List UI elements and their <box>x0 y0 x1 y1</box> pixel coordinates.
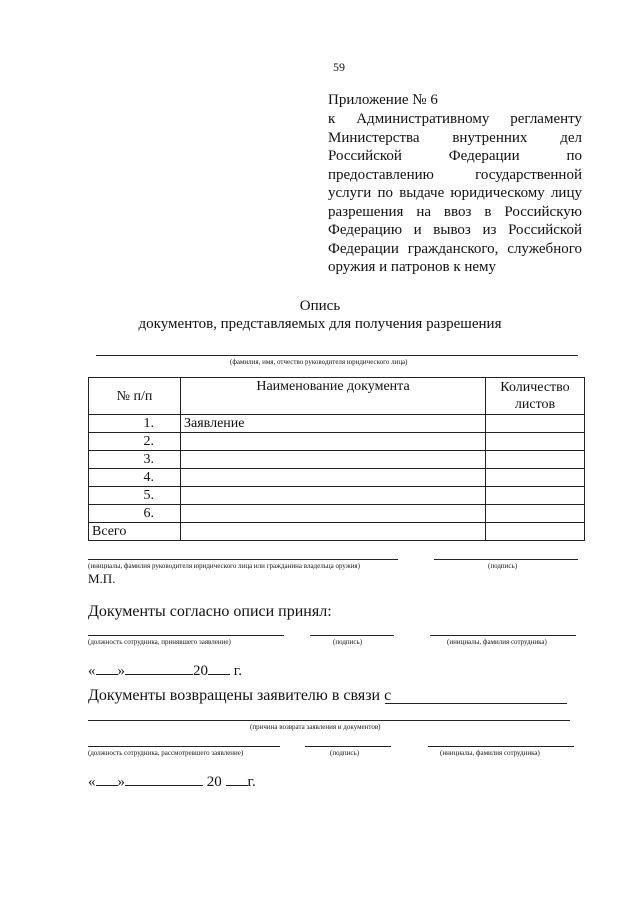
table-total-row <box>89 523 585 541</box>
date-year-prefix: 20 <box>206 774 222 790</box>
reviewing-initials-field[interactable] <box>428 746 574 747</box>
owner-signature-caption: (подпись) <box>488 562 518 570</box>
accepting-position-caption: (должность сотрудника, принявшего заявление) <box>88 638 231 646</box>
stamp-place-label: М.П. <box>88 571 116 586</box>
page-number: 59 <box>333 60 345 74</box>
row-quantity[interactable] <box>486 505 585 523</box>
appendix-title: Приложение № 6 <box>328 92 438 108</box>
date-day-field[interactable] <box>96 660 118 675</box>
row-quantity[interactable] <box>486 415 585 433</box>
table-row <box>89 505 585 523</box>
date-year-suffix: г. <box>247 774 256 790</box>
return-reason-field[interactable] <box>88 720 570 721</box>
date-year-field[interactable] <box>208 660 230 675</box>
table-row <box>89 451 585 469</box>
appendix-line: Федерацию и вывоз из Российской <box>328 222 582 238</box>
accepting-position-field[interactable] <box>88 635 284 636</box>
row-name[interactable]: Заявление <box>181 415 486 433</box>
appendix-line: Федерации гражданского, служебного <box>328 240 582 257</box>
header-name: Наименование документа <box>181 378 486 415</box>
reviewing-signature-caption: (подпись) <box>330 749 360 757</box>
date-month-field[interactable] <box>125 660 193 675</box>
date-month-field[interactable] <box>125 771 203 786</box>
row-name[interactable] <box>181 469 486 487</box>
date-day-field[interactable] <box>96 771 118 786</box>
document-subtitle: документов, представляемых для получения разрешения <box>138 316 502 332</box>
head-name-field[interactable] <box>96 355 578 356</box>
document-title: Опись <box>299 298 341 314</box>
table-row <box>89 433 585 451</box>
row-name[interactable] <box>181 487 486 505</box>
return-reason-caption: (причина возврата заявления и документов) <box>250 723 381 731</box>
appendix-line: к Административному регламенту <box>328 111 582 127</box>
row-number: 5. <box>89 487 181 505</box>
row-quantity[interactable] <box>486 433 585 451</box>
row-number: 6. <box>89 505 181 523</box>
return-reason-inline-field[interactable] <box>385 703 567 704</box>
appendix-line: Министерства внутренних дел <box>328 129 582 146</box>
returned-heading: Документы возвращены заявителю в связи с <box>88 687 392 704</box>
row-number: 2. <box>89 433 181 451</box>
appendix-line: Российской Федерации по <box>328 148 582 164</box>
date-year-prefix: 20 <box>193 663 208 679</box>
table-row <box>89 487 585 505</box>
row-quantity[interactable] <box>486 487 585 505</box>
total-name[interactable] <box>181 523 486 541</box>
appendix-line: оружия и патронов к нему <box>328 259 497 275</box>
row-name[interactable] <box>181 433 486 451</box>
row-quantity[interactable] <box>486 451 585 469</box>
table-row <box>89 469 585 487</box>
accepting-signature-field[interactable] <box>310 635 394 636</box>
owner-initials-field[interactable] <box>88 559 398 560</box>
reviewing-signature-field[interactable] <box>305 746 391 747</box>
appendix-line: предоставлению государственной <box>328 166 582 183</box>
row-number: 1. <box>89 415 181 433</box>
table-row <box>89 415 585 433</box>
total-quantity[interactable] <box>486 523 585 541</box>
head-name-caption: (фамилия, имя, отчество руководителя юридического лица) <box>230 358 408 366</box>
row-quantity[interactable] <box>486 469 585 487</box>
date-close-quote: » <box>117 663 125 679</box>
row-name[interactable] <box>181 451 486 469</box>
date-year-suffix: г. <box>233 663 242 679</box>
returned-date <box>88 771 256 791</box>
total-label: Всего <box>89 523 181 541</box>
reviewing-position-caption: (должность сотрудника, рассмотревшего заявление) <box>88 749 244 757</box>
table-header-row <box>89 378 585 415</box>
row-number: 4. <box>89 469 181 487</box>
row-number: 3. <box>89 451 181 469</box>
reviewing-initials-caption: (инициалы, фамилия сотрудника) <box>440 749 540 757</box>
header-quantity: Количество листов <box>486 378 585 415</box>
date-close-quote: » <box>117 774 125 790</box>
appendix-line: разрешения на ввоз в Российскую <box>328 203 582 220</box>
appendix-body <box>328 110 582 277</box>
documents-table <box>88 377 585 541</box>
date-open-quote: « <box>88 663 96 679</box>
appendix-line: услуги по выдаче юридическому лицу <box>328 185 582 201</box>
reviewing-position-field[interactable] <box>88 746 280 747</box>
accepting-initials-caption: (инициалы, фамилия сотрудника) <box>447 638 547 646</box>
date-open-quote: « <box>88 774 96 790</box>
accepting-initials-field[interactable] <box>430 635 576 636</box>
row-name[interactable] <box>181 505 486 523</box>
accepted-heading: Документы согласно описи принял: <box>88 603 332 620</box>
owner-initials-caption: (инициалы, фамилия руководителя юридического лица или гражданина владельца оружия) <box>88 562 360 570</box>
accepting-signature-caption: (подпись) <box>333 638 363 646</box>
date-year-field[interactable] <box>226 771 248 786</box>
header-number: № п/п <box>89 378 181 415</box>
owner-signature-field[interactable] <box>434 559 578 560</box>
accepted-date <box>88 660 242 680</box>
